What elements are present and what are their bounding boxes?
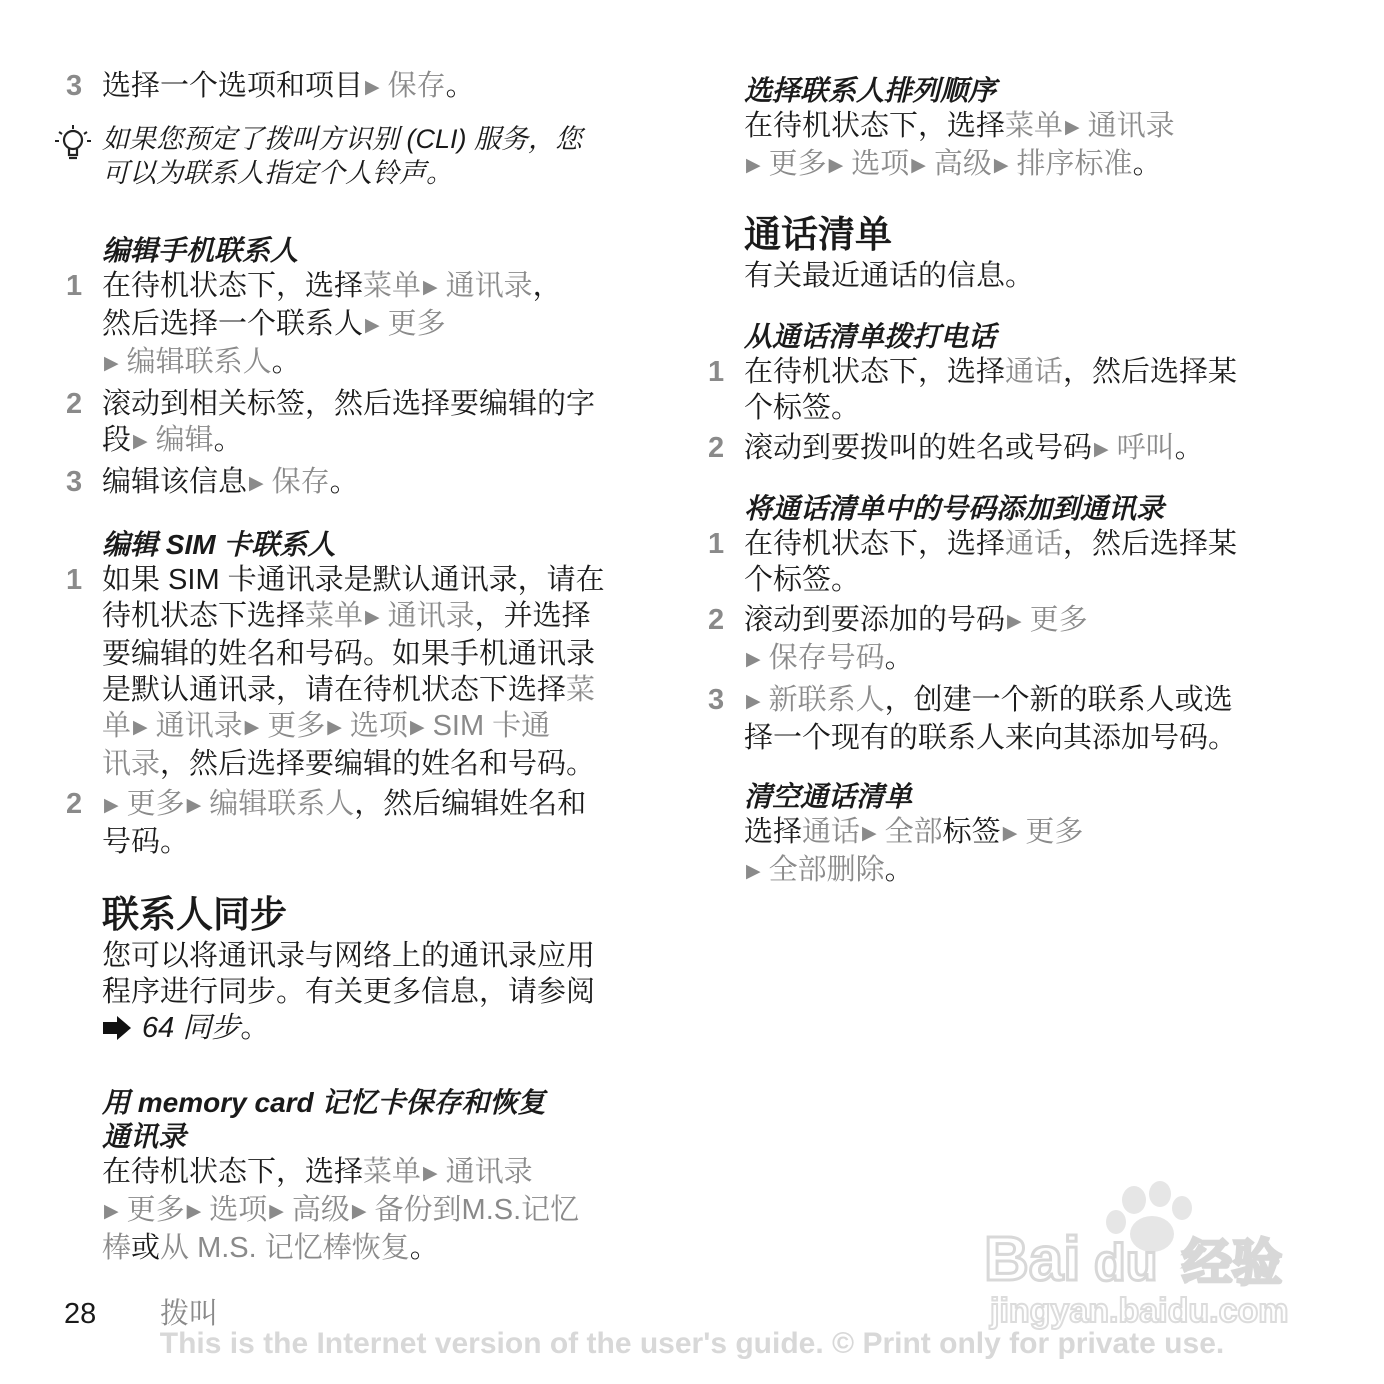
arrow-right-icon: ▶ (423, 1163, 438, 1184)
arrow-right-icon: ▶ (104, 353, 119, 374)
arrow-right-icon: ▶ (746, 649, 761, 670)
svg-text:du: du (1094, 1234, 1158, 1292)
step-1: 1 如果 SIM 卡通讯录是默认通讯录，请在 待机状态下选择菜单 ▶ 通讯录，并选择 要编辑的姓名和号码。如果手机通讯录 是默认通讯录，请在待机状态下选择菜 单 ▶ 通讯录 ▶ 更多 ▶ 选项 ▶ SIM 卡通 讯录，然后选择要编辑的姓名和号码。 (66, 564, 605, 780)
right-column: 选择联系人排列顺序 在待机状态下，选择菜单 ▶ 通讯录 ▶ 更多 ▶ 选项 ▶ 高级 ▶ 排序标准。 通话清单 有关最近通话的信息。 从通话清单拨打电话 1 在待机状态下，选择通话，然后选择某 个标签。 2 滚动到要拨叫的姓名或号码 ▶ 呼叫。 将通话清单中的号码添加到通讯录 1 在待机状态下，选择通话，然后选择某 个标签。 2 滚动到要添加的号码 ▶ 更多 ▶ 保存号码。 3 ▶ 新联系人，创建一个新的联系人或选 择一个现有的联系人来向其添加号码。 清空通话清单 选择通话 ▶ 全部标签 ▶ 更多 ▶ 全部删除。 (706, 68, 1326, 890)
arrow-right-icon: ▶ (1094, 439, 1109, 460)
arrow-right-icon: ▶ (104, 1201, 119, 1222)
arrow-right-icon: ▶ (186, 795, 202, 816)
step-2: 2 滚动到要添加的号码 ▶ 更多 ▶ 保存号码。 (706, 602, 1326, 678)
disclaimer-footer: This is the Internet version of the user's guide. © Print only for private use. (159, 1327, 1225, 1360)
section-title-add-number: 将通话清单中的号码添加到通讯录 (744, 493, 1165, 524)
section-title-clear-list: 清空通话清单 (744, 781, 913, 812)
section-title-memory-card: 用 memory card 记忆卡保存和恢复 (102, 1087, 546, 1118)
step-2: 2 滚动到相关标签，然后选择要编辑的字 段 ▶ 编辑。 (64, 386, 664, 460)
lightbulb-icon (50, 122, 96, 168)
arrow-right-icon: ▶ (269, 1201, 284, 1222)
section-name: 拨叫 (160, 1298, 219, 1330)
tip-note: 如果您预定了拨叫方识别 (CLI) 服务，您 可以为联系人指定个人铃声。 (64, 122, 664, 190)
cross-reference[interactable]: 64 同步。 (64, 1010, 664, 1046)
section-title-edit-phone-contacts: 编辑手机联系人 (102, 235, 299, 266)
arrow-right-icon: ▶ (365, 607, 380, 628)
step-save-item: 3 选择一个选项和项目 ▶ 保存。 (64, 68, 664, 106)
section-title-sort-contacts: 选择联系人排列顺序 (744, 75, 997, 106)
step-2: 2 滚动到要拨叫的姓名或号码 ▶ 呼叫。 (706, 430, 1326, 468)
section-title-edit-sim-contacts: 编辑 SIM 卡联系人 (102, 529, 336, 560)
step-1: 1 在待机状态下，选择通话，然后选择某 个标签。 (708, 528, 1238, 596)
arrow-right-icon: ▶ (365, 315, 380, 336)
arrow-right-icon: ▶ (104, 795, 119, 816)
section-heading-contact-sync: 联系人同步 (102, 894, 287, 935)
arrow-right-icon: ▶ (351, 1201, 367, 1222)
arrow-right-icon: ▶ (911, 155, 926, 176)
reference-arrow-icon (102, 1016, 132, 1040)
arrow-right-icon: ▶ (1002, 823, 1018, 844)
section-title-dial-from-list: 从通话清单拨打电话 (744, 321, 997, 352)
step-2: 2 ▶ 更多 ▶ 编辑联系人，然后编辑姓名和 号码。 (66, 788, 587, 858)
step-3: 3 ▶ 新联系人，创建一个新的联系人或选 择一个现有的联系人来向其添加号码。 (708, 684, 1238, 754)
arrow-right-icon: ▶ (244, 717, 260, 738)
arrow-right-icon: ▶ (746, 155, 761, 176)
svg-text:Bai: Bai (984, 1225, 1081, 1294)
arrow-right-icon: ▶ (993, 155, 1009, 176)
arrow-right-icon: ▶ (862, 823, 877, 844)
svg-text:经验: 经验 (1182, 1234, 1282, 1292)
svg-text:jingyan.baidu.com: jingyan.baidu.com (990, 1292, 1289, 1330)
step-3: 3 编辑该信息 ▶ 保存。 (64, 464, 664, 502)
arrow-right-icon: ▶ (746, 861, 761, 882)
arrow-right-icon: ▶ (828, 155, 844, 176)
arrow-right-icon: ▶ (423, 277, 438, 298)
step-number: 3 (66, 70, 83, 102)
arrow-right-icon: ▶ (133, 717, 148, 738)
arrow-right-icon: ▶ (409, 717, 425, 738)
arrow-right-icon: ▶ (1007, 611, 1022, 632)
arrow-right-icon: ▶ (746, 691, 761, 712)
arrow-right-icon: ▶ (133, 431, 148, 452)
left-column: 3 选择一个选项和项目 ▶ 保存。 如果您预定了拨叫方识别 (CLI) 服务，您 可以为联系人指定个人铃声。 编辑手机联系人 1 在待机状态下，选择菜单 ▶ 通讯录， 然后选择一个联系人 ▶ 更多 ▶ 编辑联系人。 2 滚动到相关标签，然后选择要编辑的字 段 ▶ 编辑。 3 编辑该信息 ▶ 保存。 编辑 SIM 卡联系人 1 如果 SIM 卡通讯录是默认通讯录，请在 待机状态下选择菜单 ▶ 通讯录，并选择 要编辑的姓名和号码。如果手机通讯录 是默认通讯录，请在待机状态下选择菜 单 ▶ 通讯录 ▶ 更多 ▶ 选项 ▶ SIM 卡通 讯录，然后选择要编辑的姓名和号码。 2 ▶ 更多 ▶ 编辑联系人，然后编辑姓名和 号码。 联系人同步 您可以将通讯录与网络上的通讯录应用 程序进行同步。有关更多信息，请参阅 64 同步。 用 memory card 记忆卡保存和恢复 通讯录 在待机状态下，选择菜单 ▶ 通讯录 ▶ 更多 ▶ 选项 ▶ 高级 ▶ 备份到M.S.记忆 棒或从 M.S. 记忆棒恢复。 (64, 68, 664, 1266)
arrow-right-icon: ▶ (327, 717, 342, 738)
page-number: 28 (64, 1298, 97, 1330)
arrow-right-icon: ▶ (249, 473, 264, 494)
section-heading-call-list: 通话清单 (744, 214, 892, 255)
baidu-jingyan-watermark (976, 1176, 1306, 1336)
arrow-right-icon: ▶ (1065, 117, 1080, 138)
step-1: 1 在待机状态下，选择通话，然后选择某 个标签。 (708, 356, 1238, 424)
step-1: 1 在待机状态下，选择菜单 ▶ 通讯录， 然后选择一个联系人 ▶ 更多 ▶ 编辑联系人。 (64, 268, 664, 382)
arrow-right-icon: ▶ (365, 77, 380, 98)
arrow-right-icon: ▶ (186, 1201, 202, 1222)
